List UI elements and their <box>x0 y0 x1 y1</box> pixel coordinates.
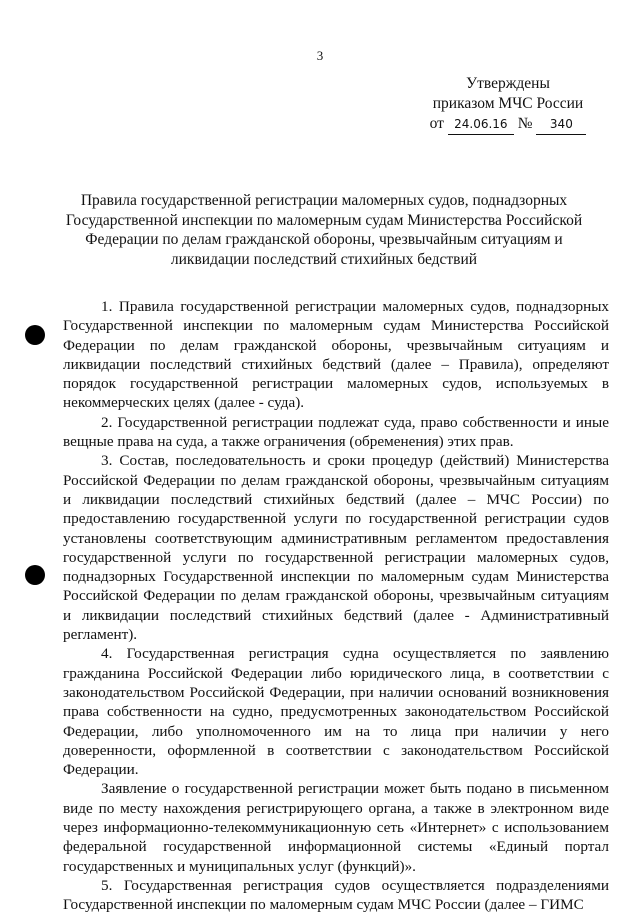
paragraph-1: 1. Правила государственной регистрации маломерных судов, поднадзорных Государственной инспекции по маломерным судам Министерства Российской Федерации по делам гражданской обороны, чрезвычайным ситуациям и ликвидации последствий стихийных бедствий (далее – Правила), определяют порядок государственной регистрации маломерных судов, используемых в некоммерческих целях (далее - суда). <box>63 298 609 412</box>
paragraph-4: 4. Государственная регистрация судна осуществляется по заявлению гражданина Российской Федерации либо юридического лица, в соответствии с законодательством Российской Федерации, при наличии оснований возникновения права собственности на судно, предусмотренных законодательством Российской Федерации, либо уполномоченного им на то лица при наличии у него доверенности, оформленной в соответствии с законодательством Российской Федерации. <box>63 645 609 779</box>
handwritten-date: 24.06.16 <box>448 114 514 135</box>
paragraph-5: 5. Государственная регистрация судов осуществляется подразделениями Государственной инспекции по маломерным судам МЧС России (далее – ГИМС <box>63 876 609 914</box>
document-title: Правила государственной регистрации маломерных судов, поднадзорных Государственной инспекции по маломерным судам Министерства Российской Федерации по делам гражданской обороны, чрезвычайным ситуациям и ликвидации последствий стихийных бедствий <box>65 192 583 268</box>
paragraph-4-continued: Заявление о государственной регистрации может быть подано в письменном виде по месту нахождения регистрирующего органа, а также в электронном виде через информационно-телекоммуникационную сеть «Интернет» с использованием федеральной государственной информационной системы «Единый портал государственных и муниципальных услуг (функций)». <box>63 780 609 875</box>
paragraph-3: 3. Состав, последовательность и сроки процедур (действий) Министерства Российской Федерации по делам гражданской обороны, чрезвычайным ситуациям и ликвидации последствий стихийных бедствий (далее – МЧС России) по предоставлению государственной услуги по государственной регистрации судов установлены соответствующим административным регламентом предоставления государственной услуги по государственной регистрации маломерных судов, поднадзорных Государственной инспекции по маломерным судам Министерства Российской Федерации по делам гражданской обороны, чрезвычайным ситуациям и ликвидации последствий стихийных бедствий (далее - Административный регламент). <box>63 452 609 644</box>
from-label: от <box>429 115 444 132</box>
approval-date-line <box>424 114 592 135</box>
approval-stamp <box>424 74 592 135</box>
paragraph-2: 2. Государственной регистрации подлежат суда, право собственности и иные вещные права на суда, а также ограничения (обременения) этих прав. <box>63 413 609 451</box>
document-body <box>63 297 609 915</box>
handwritten-number: 340 <box>536 114 586 135</box>
number-label: № <box>517 115 533 132</box>
approval-line-2: приказом МЧС России <box>432 95 584 112</box>
page-number: 3 <box>316 48 324 63</box>
punch-hole-top <box>25 325 45 345</box>
approval-line-1: Утверждены <box>466 75 550 92</box>
punch-hole-bottom <box>25 565 45 585</box>
